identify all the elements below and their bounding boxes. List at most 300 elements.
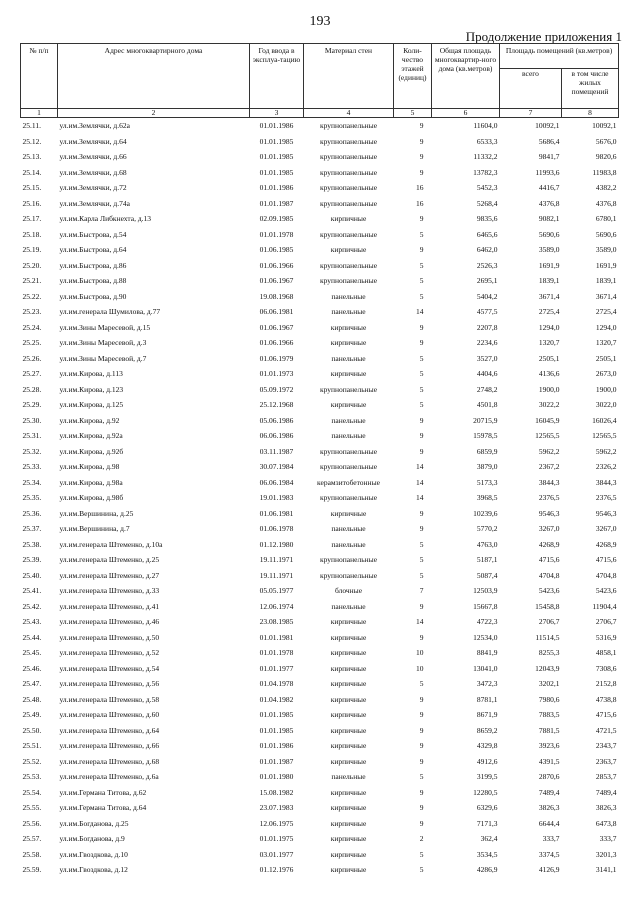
row-number: 25.19. (22, 245, 42, 254)
row-number: 25.43. (22, 617, 42, 626)
row-total-area: 4286,9 (476, 865, 498, 874)
row-year: 01.01.1986 (259, 741, 294, 750)
row-material: кирпичные (330, 369, 367, 378)
row-area-all: 4715,6 (538, 555, 560, 564)
row-address: ул.им.Вершинина, д.7 (59, 524, 130, 533)
row-number: 25.50. (22, 725, 42, 735)
row-area-residential: 3844,3 (595, 477, 617, 487)
row-floors: 5 (419, 400, 424, 409)
row-floors: 5 (419, 539, 424, 549)
row-total-area: 3472,3 (476, 679, 498, 688)
row-year: 01.01.1985 (259, 710, 294, 719)
row-area-residential: 5676,0 (595, 136, 617, 146)
row-area-all: 2725,4 (538, 307, 560, 316)
row-area-all: 3374,5 (538, 849, 560, 859)
table-row (21, 630, 619, 646)
row-material: кирпичные (330, 338, 367, 347)
row-address: ул.им.Кирова, д.98 (59, 462, 120, 471)
row-area-residential: 4704,8 (595, 570, 617, 580)
row-year: 01.01.1980 (259, 772, 294, 781)
table-row (21, 769, 619, 785)
row-area-all: 1691,9 (538, 260, 560, 270)
row-material: крупнопанельные (319, 570, 378, 580)
row-material: панельные (331, 307, 366, 316)
row-material: панельные (331, 291, 366, 301)
row-total-area: 2234,6 (476, 338, 498, 347)
row-address: ул.им.генерала Штеменко, д.46 (59, 617, 160, 626)
row-area-all: 2706,7 (538, 617, 560, 626)
row-total-area: 6533,3 (476, 136, 498, 146)
row-area-residential: 2673,0 (595, 369, 617, 378)
row-address: ул.им.Землячки, д.66 (59, 152, 127, 161)
page-number: 193 (309, 14, 331, 29)
header-material: Материал стен (304, 44, 394, 109)
table-row (21, 490, 619, 506)
row-number: 25.55. (22, 803, 42, 812)
row-total-area: 8781,1 (476, 694, 498, 704)
row-address: ул.им.Кирова, д.92б (59, 446, 124, 456)
row-area-residential: 2505,1 (595, 353, 617, 363)
row-number: 25.40. (22, 570, 42, 580)
column-number: 6 (432, 109, 500, 118)
row-material: керамзитобетонные (317, 477, 380, 487)
row-floors: 5 (419, 291, 424, 301)
row-year: 01.12.1976 (259, 865, 294, 874)
row-area-all: 5686,4 (538, 136, 560, 146)
row-floors: 14 (416, 477, 424, 487)
row-address: ул.им.генерала Штеменко, д.10а (59, 539, 163, 549)
row-total-area: 2695,1 (476, 276, 498, 285)
row-material: кирпичные (330, 834, 367, 843)
table-row (21, 320, 619, 336)
row-material: кирпичные (330, 214, 367, 223)
row-material: кирпичные (330, 663, 367, 673)
row-material: панельные (331, 601, 366, 611)
table-row (21, 862, 619, 878)
row-material: крупнопанельные (319, 152, 378, 161)
table-row (21, 800, 619, 816)
row-total-area: 10239,6 (473, 508, 498, 518)
column-number: 1 (21, 109, 58, 118)
table-row (21, 614, 619, 630)
row-number: 25.11. (22, 121, 41, 130)
table-row (21, 382, 619, 398)
continuation-label: Продолжение приложения 1 (465, 29, 622, 44)
row-number: 25.21. (22, 276, 42, 285)
table-row (21, 707, 619, 723)
table-row (21, 583, 619, 599)
table-row (21, 661, 619, 677)
row-address: ул.им.Кирова, д.113 (59, 369, 123, 378)
row-address: ул.им.Зины Маресевой, д.7 (59, 353, 147, 363)
row-year: 01.06.1967 (259, 322, 294, 332)
row-address: ул.им.Быстрова, д.86 (59, 260, 127, 270)
row-total-area: 3534,5 (476, 849, 498, 859)
table-row (21, 165, 619, 181)
row-material: кирпичные (330, 710, 367, 719)
row-area-all: 7881,5 (538, 725, 560, 735)
row-total-area: 8671,9 (476, 710, 498, 719)
row-area-residential: 3022,0 (595, 400, 617, 409)
row-area-residential: 2706,7 (595, 617, 617, 626)
header-all: всего (500, 69, 562, 109)
table-row (21, 289, 619, 305)
row-number: 25.56. (22, 818, 42, 828)
row-address: ул.им.генерала Штеменко, д.64 (59, 725, 160, 735)
row-floors: 9 (419, 756, 424, 766)
row-material: кирпичные (330, 322, 367, 332)
table-row (21, 335, 619, 351)
row-area-all: 11514,5 (535, 632, 560, 642)
table-row (21, 692, 619, 708)
table-row (21, 645, 619, 661)
row-total-area: 5770,2 (476, 524, 498, 533)
row-material: кирпичные (330, 694, 367, 704)
row-address: ул.им.Кирова, д.98б (59, 493, 124, 502)
row-total-area: 9835,6 (476, 214, 498, 223)
row-number: 25.27. (22, 369, 42, 378)
row-total-area: 13782,3 (473, 167, 498, 177)
row-address: ул.им.генерала Штеменко, д.25 (59, 555, 160, 564)
row-floors: 14 (416, 462, 424, 471)
row-area-residential: 4738,8 (595, 694, 617, 704)
row-area-residential: 3141,1 (595, 865, 617, 874)
row-total-area: 3879,0 (476, 462, 498, 471)
row-material: крупнопанельные (319, 260, 378, 270)
row-area-all: 9841,7 (538, 152, 560, 161)
table-row (21, 506, 619, 522)
row-material: кирпичные (330, 617, 367, 626)
row-floors: 5 (419, 384, 424, 394)
row-total-area: 8841,9 (476, 648, 498, 657)
row-area-residential: 11904,4 (592, 601, 617, 611)
row-address: ул.им.генерала Штеменко, д.60 (59, 710, 160, 719)
table-row (21, 134, 619, 150)
row-address: ул.им.генерала Штеменко, д.56 (59, 679, 160, 688)
row-area-all: 12565,5 (535, 431, 560, 440)
row-area-residential: 1294,0 (595, 322, 617, 332)
row-area-residential: 4376,8 (595, 198, 617, 208)
row-number: 25.38. (22, 539, 42, 549)
row-year: 19.11.1971 (259, 555, 294, 564)
row-total-area: 6462,0 (476, 245, 498, 254)
table-row (21, 599, 619, 615)
row-total-area: 13041,0 (473, 663, 498, 673)
row-area-residential: 2326,2 (595, 462, 617, 471)
row-year: 01.01.1973 (259, 369, 294, 378)
row-area-all: 12043,9 (535, 663, 560, 673)
row-material: кирпичные (330, 756, 367, 766)
row-area-all: 4704,8 (538, 570, 560, 580)
row-material: кирпичные (330, 865, 367, 874)
row-material: панельные (331, 431, 366, 440)
row-address: ул.им.Кирова, д.98а (59, 477, 123, 487)
row-address: ул.им.Вершинина, д.25 (59, 508, 134, 518)
row-material: кирпичные (330, 245, 367, 254)
table-row (21, 413, 619, 429)
row-material: крупнопанельные (319, 384, 378, 394)
row-number: 25.51. (22, 741, 42, 750)
row-area-all: 3671,4 (538, 291, 560, 301)
row-material: кирпичные (330, 803, 367, 812)
row-area-residential: 6473,8 (595, 818, 617, 828)
row-floors: 9 (419, 741, 424, 750)
row-number: 25.49. (22, 710, 42, 719)
row-area-all: 3923,6 (538, 741, 560, 750)
row-floors: 5 (419, 679, 424, 688)
row-number: 25.18. (22, 229, 42, 239)
row-year: 03.11.1987 (259, 446, 294, 456)
row-number: 25.33. (22, 462, 42, 471)
row-floors: 9 (419, 338, 424, 347)
row-area-residential: 3201,3 (595, 849, 617, 859)
row-area-residential: 2725,4 (595, 307, 617, 316)
row-material: крупнопанельные (319, 446, 378, 456)
row-total-area: 4404,6 (476, 369, 498, 378)
row-material: кирпичные (330, 741, 367, 750)
row-floors: 9 (419, 632, 424, 642)
row-area-residential: 4715,6 (595, 555, 617, 564)
row-number: 25.34. (22, 477, 42, 487)
row-material: крупнопанельные (319, 276, 378, 285)
row-year: 01.01.1981 (259, 632, 294, 642)
row-area-residential: 11983,8 (592, 167, 617, 177)
row-floors: 9 (419, 322, 424, 332)
row-floors: 10 (416, 648, 424, 657)
row-year: 12.06.1975 (259, 818, 294, 828)
row-number: 25.42. (22, 601, 42, 611)
row-address: ул.им.Землячки, д.64 (59, 136, 127, 146)
row-floors: 5 (419, 260, 424, 270)
row-area-residential: 4268,9 (595, 539, 617, 549)
row-address: ул.им.Быстрова, д.88 (59, 276, 127, 285)
row-address: ул.им.генерала Шумилова, д.77 (59, 307, 161, 316)
row-year: 01.01.1985 (259, 725, 294, 735)
row-year: 15.08.1982 (259, 787, 294, 797)
row-floors: 5 (419, 570, 424, 580)
table-row (21, 475, 619, 491)
row-area-residential: 6780,1 (595, 214, 617, 223)
row-number: 25.20. (22, 260, 42, 270)
row-material: кирпичные (330, 679, 367, 688)
row-address: ул.им.Кирова, д.92 (59, 415, 120, 425)
row-area-residential: 7308,6 (595, 663, 617, 673)
row-material: панельные (331, 524, 366, 533)
row-floors: 9 (419, 121, 424, 130)
row-address: ул.им.Землячки, д.74а (59, 198, 130, 208)
row-year: 30.07.1984 (259, 462, 294, 471)
row-material: кирпичные (330, 632, 367, 642)
row-floors: 5 (419, 555, 424, 564)
table-row (21, 723, 619, 739)
row-address: ул.им.Кирова, д.92а (59, 431, 123, 440)
row-total-area: 5187,1 (476, 555, 498, 564)
row-floors: 9 (419, 446, 424, 456)
header-residential: в том числе жилых помещений (562, 69, 619, 109)
column-number: 4 (304, 109, 394, 118)
column-numbers-row (21, 109, 619, 118)
row-total-area: 5268,4 (476, 198, 498, 208)
table-row (21, 211, 619, 227)
table-row (21, 428, 619, 444)
row-total-area: 8659,2 (476, 725, 498, 735)
row-area-all: 9082,1 (538, 214, 560, 223)
row-material: крупнопанельные (319, 167, 378, 177)
row-total-area: 3527,0 (476, 353, 498, 363)
row-floors: 16 (416, 183, 424, 192)
row-area-all: 1839,1 (538, 276, 560, 285)
housing-table (20, 43, 619, 878)
table-row (21, 847, 619, 863)
row-total-area: 20715,9 (473, 415, 498, 425)
table-row (21, 149, 619, 165)
row-total-area: 3968,5 (476, 493, 498, 502)
row-number: 25.14. (22, 167, 42, 177)
table-row (21, 242, 619, 258)
row-area-residential: 2363,7 (595, 756, 617, 766)
row-area-all: 2367,2 (538, 462, 560, 471)
row-number: 25.16. (22, 198, 42, 208)
row-number: 25.36. (22, 508, 42, 518)
row-area-all: 4416,7 (538, 183, 560, 192)
row-area-residential: 2152,8 (595, 679, 617, 688)
row-year: 23.07.1983 (259, 803, 294, 812)
row-address: ул.им.Землячки, д.72 (59, 183, 127, 192)
row-total-area: 3199,5 (476, 772, 498, 781)
row-address: ул.им.генерала Штеменко, д.33 (59, 586, 160, 595)
row-year: 05.06.1986 (259, 415, 294, 425)
row-area-all: 3022,2 (538, 400, 560, 409)
row-floors: 9 (419, 214, 424, 223)
row-year: 01.06.1978 (259, 524, 294, 533)
table-row (21, 816, 619, 832)
row-area-all: 7883,5 (538, 710, 560, 719)
row-floors: 9 (419, 725, 424, 735)
row-number: 25.13. (22, 152, 42, 161)
row-number: 25.44. (22, 632, 42, 642)
row-number: 25.39. (22, 555, 42, 564)
table-row (21, 397, 619, 413)
header-premises-area: Площадь помещений (кв.метров) (500, 44, 619, 69)
row-area-residential: 4858,1 (595, 648, 617, 657)
row-total-area: 12503,9 (473, 586, 498, 595)
table-row (21, 444, 619, 460)
row-year: 06.06.1984 (259, 477, 294, 487)
row-year: 01.06.1985 (259, 245, 294, 254)
row-area-residential: 1839,1 (595, 276, 617, 285)
row-area-residential: 5316,9 (595, 632, 617, 642)
table-row (21, 227, 619, 243)
row-total-area: 2748,2 (476, 384, 498, 394)
table-row (21, 831, 619, 847)
row-material: панельные (331, 415, 366, 425)
column-number: 2 (58, 109, 250, 118)
row-number: 25.41. (22, 586, 42, 595)
row-total-area: 5452,3 (476, 183, 498, 192)
row-area-residential: 4382,2 (595, 183, 617, 192)
table-row (21, 568, 619, 584)
table-row (21, 785, 619, 801)
row-year: 01.01.1985 (259, 136, 294, 146)
row-area-residential: 3267,0 (595, 524, 617, 533)
row-floors: 5 (419, 229, 424, 239)
row-address: ул.им.генерала Штеменко, д.50 (59, 632, 160, 642)
row-address: ул.им.генерала Штеменко, д.52 (59, 648, 160, 657)
row-number: 25.17. (22, 214, 42, 223)
table-row (21, 273, 619, 289)
row-address: ул.им.генерала Штеменко, д.58 (59, 694, 160, 704)
row-number: 25.26. (22, 353, 42, 363)
row-year: 01.01.1977 (259, 663, 294, 673)
row-year: 01.01.1987 (259, 756, 294, 766)
row-area-residential: 1320,7 (595, 338, 617, 347)
table-row (21, 552, 619, 568)
table-row (21, 118, 619, 134)
row-year: 01.01.1985 (259, 167, 294, 177)
row-year: 01.01.1986 (259, 121, 294, 130)
row-total-area: 4912,6 (476, 756, 498, 766)
row-material: крупнопанельные (319, 198, 378, 208)
row-floors: 7 (419, 586, 424, 595)
column-number: 8 (562, 109, 619, 118)
row-number: 25.29. (22, 400, 42, 409)
row-year: 01.01.1985 (259, 152, 294, 161)
row-area-all: 3826,3 (538, 803, 560, 812)
table-row (21, 258, 619, 274)
row-floors: 9 (419, 167, 424, 177)
row-area-all: 3844,3 (538, 477, 560, 487)
row-address: ул.им.генерала Штеменко, д.27 (59, 570, 160, 580)
row-year: 05.09.1972 (259, 384, 294, 394)
row-area-all: 11993,6 (535, 167, 560, 177)
column-number: 3 (250, 109, 304, 118)
row-total-area: 4577,5 (476, 307, 498, 316)
row-number: 25.22. (22, 291, 42, 301)
row-material: кирпичные (330, 849, 367, 859)
row-material: панельные (331, 772, 366, 781)
row-area-all: 4268,9 (538, 539, 560, 549)
row-area-residential: 9820,6 (595, 152, 617, 161)
row-area-all: 9546,3 (538, 508, 560, 518)
row-number: 25.47. (22, 679, 42, 688)
row-year: 01.04.1978 (259, 679, 294, 688)
row-total-area: 5173,3 (476, 477, 498, 487)
row-address: ул.им.Кирова, д.125 (59, 400, 124, 409)
row-total-area: 5087,4 (476, 570, 498, 580)
table-row (21, 537, 619, 553)
row-area-all: 1294,0 (538, 322, 560, 332)
row-address: ул.им.генерала Штеменко, д.68 (59, 756, 160, 766)
row-year: 01.01.1978 (259, 648, 294, 657)
row-number: 25.15. (22, 183, 42, 192)
row-number: 25.52. (22, 756, 42, 766)
row-floors: 9 (419, 136, 424, 146)
row-address: ул.им.Кирова, д.123 (59, 384, 124, 394)
row-area-residential: 4715,6 (595, 710, 617, 719)
row-year: 05.05.1977 (259, 586, 294, 595)
row-number: 25.48. (22, 694, 42, 704)
row-area-all: 5690,6 (538, 229, 560, 239)
row-year: 19.01.1983 (259, 493, 294, 502)
row-area-all: 4376,8 (538, 198, 560, 208)
row-year: 03.01.1977 (259, 849, 294, 859)
table-row (21, 351, 619, 367)
row-number: 25.30. (22, 415, 42, 425)
row-floors: 9 (419, 710, 424, 719)
row-address: ул.им.Зины Маресевой, д.3 (59, 338, 147, 347)
row-floors: 16 (416, 198, 424, 208)
row-floors: 2 (419, 834, 424, 843)
